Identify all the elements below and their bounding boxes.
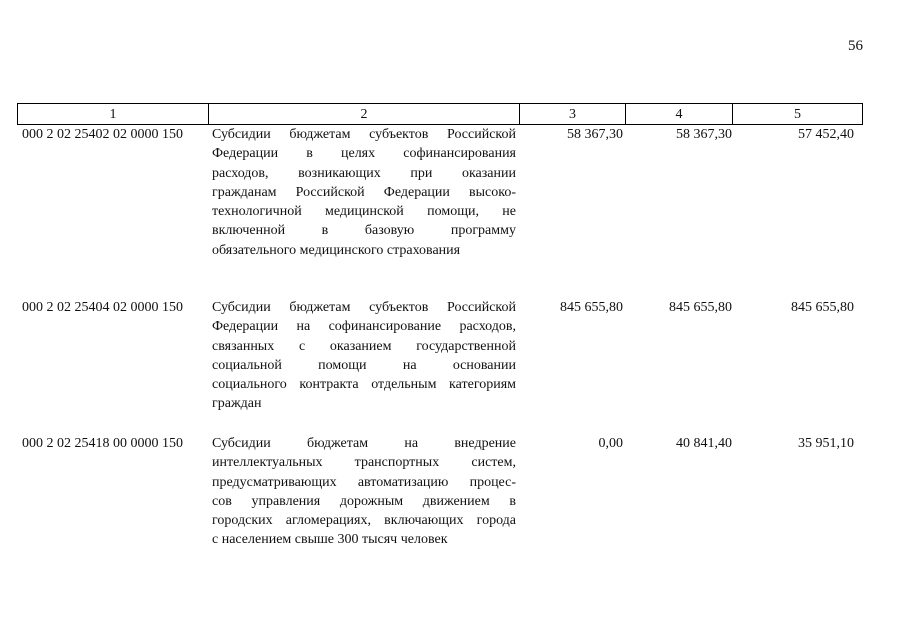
value-col-5: 35 951,10 xyxy=(798,436,854,451)
description-line: Субсидии бюджетам субъектов Российской xyxy=(212,300,516,315)
value-col-4: 40 841,40 xyxy=(676,436,732,451)
table-header xyxy=(17,103,863,125)
budget-code: 000 2 02 25402 02 0000 150 xyxy=(22,127,183,142)
budget-code: 000 2 02 25404 02 0000 150 xyxy=(22,300,183,315)
budget-code: 000 2 02 25418 00 0000 150 xyxy=(22,436,183,451)
description-line: расходов, возникающих при оказании xyxy=(212,165,516,181)
row-description xyxy=(212,125,516,260)
description-line: гражданам Российской Федерации высоко- xyxy=(212,184,516,200)
header-col-1: 1 xyxy=(18,104,209,124)
description-line: Федерации в целях софинансирования xyxy=(212,146,516,162)
value-col-5: 57 452,40 xyxy=(798,127,854,142)
description-line: сов управления дорожным движением в xyxy=(212,493,516,509)
value-col-3: 845 655,80 xyxy=(560,300,623,315)
description-line: интеллектуальных транспортных систем, xyxy=(212,455,516,471)
description-line: социальной помощи на основании xyxy=(212,357,516,373)
header-col-2: 2 xyxy=(209,104,520,124)
header-col-5: 5 xyxy=(794,107,801,122)
value-col-3: 0,00 xyxy=(598,436,623,451)
description-line: Федерации на софинансирование расходов, xyxy=(212,319,516,335)
description-line: включенной в базовую программу xyxy=(212,223,516,239)
header-col-3: 3 xyxy=(520,104,626,124)
description-line: граждан xyxy=(212,396,262,412)
row-description xyxy=(212,298,516,414)
row-description xyxy=(212,434,516,550)
value-col-4: 58 367,30 xyxy=(676,127,732,142)
description-line: социального контракта отдельным категориям xyxy=(212,377,516,393)
value-col-5: 845 655,80 xyxy=(791,300,854,315)
description-line: связанных с оказанием государственной xyxy=(212,338,516,354)
value-col-4: 845 655,80 xyxy=(669,300,732,315)
description-line: обязательного медицинского страхования xyxy=(212,242,461,258)
description-line: с населением свыше 300 тысяч человек xyxy=(212,532,448,548)
description-line: предусматривающих автоматизацию процес- xyxy=(212,474,516,490)
value-col-3: 58 367,30 xyxy=(567,127,623,142)
page-number: 56 xyxy=(848,38,863,54)
description-line: Субсидии бюджетам на внедрение xyxy=(212,436,516,451)
description-line: Субсидии бюджетам субъектов Российской xyxy=(212,127,516,142)
description-line: городских агломерациях, включающих города xyxy=(212,513,516,529)
header-col-4: 4 xyxy=(626,104,733,124)
description-line: технологичной медицинской помощи, не xyxy=(212,204,516,220)
